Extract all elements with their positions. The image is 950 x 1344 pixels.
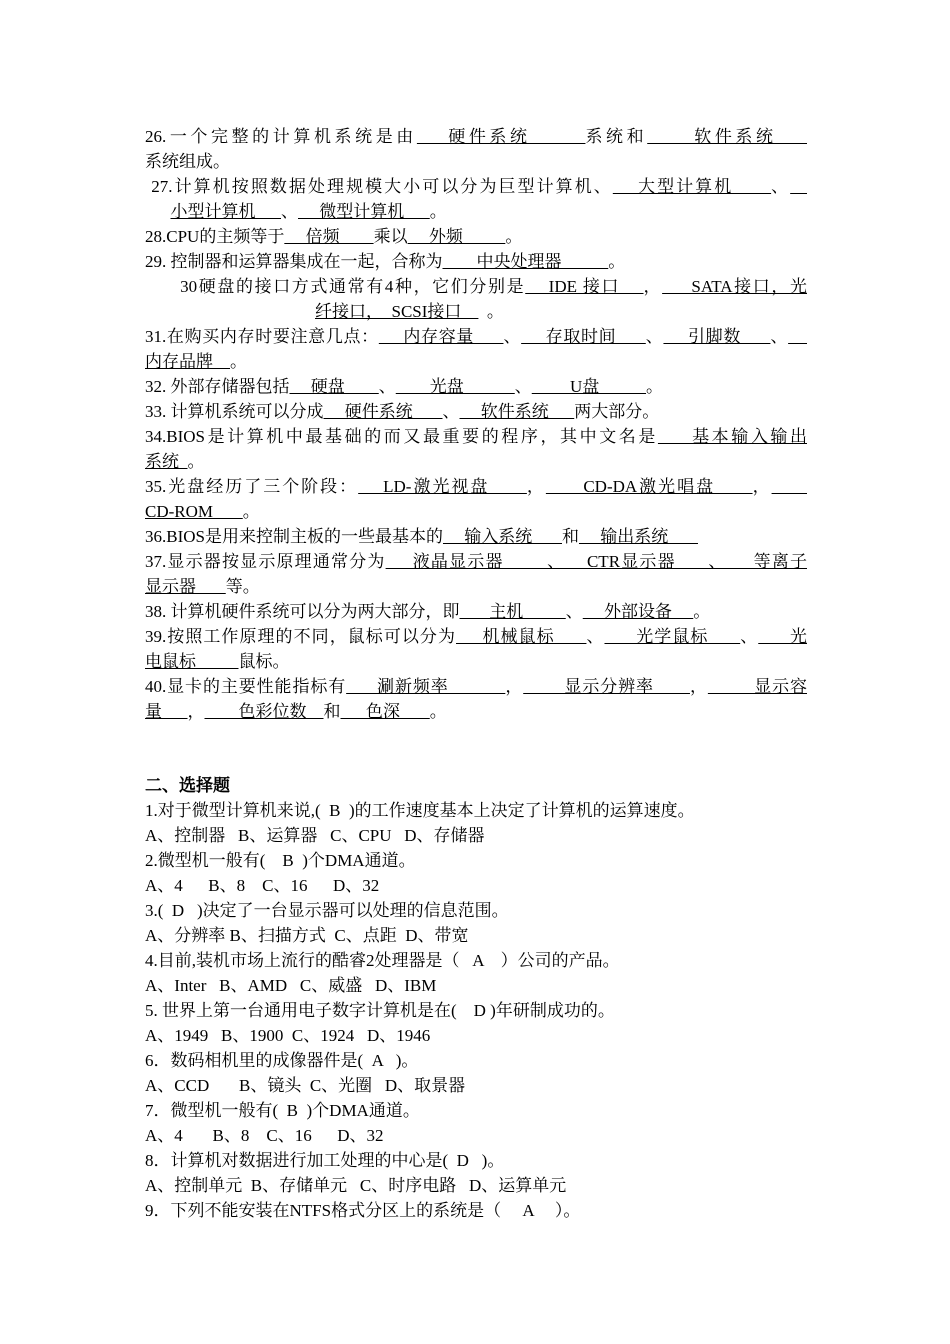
answer-blank: 色彩位数 — [204, 702, 324, 721]
answer-blank: 光盘 — [395, 377, 515, 396]
answer-blank: 输出系统 — [578, 527, 698, 546]
question-line — [145, 599, 807, 624]
question-text: 。 — [230, 352, 247, 371]
question-text: 35.光盘经历了三个阶段： — [145, 477, 359, 496]
answer-blank: SATA接口，光 — [662, 277, 807, 296]
fill-in-section — [145, 124, 807, 724]
answer-blank: 外部设备 — [582, 602, 694, 621]
question-text: ， — [505, 677, 524, 696]
fill-in-question — [145, 674, 807, 724]
choice-options: A、控制器 B、运算器 C、CPU D、存储器 — [145, 826, 485, 845]
question-text: 、 — [645, 327, 664, 346]
question-text: 30硬盘的接口方式通常有4种，它们分别是 — [145, 277, 526, 296]
question-text: ， — [689, 677, 708, 696]
question-line — [145, 199, 807, 224]
question-text: 、 — [586, 627, 605, 646]
fill-in-question — [145, 599, 807, 624]
answer-blank: 内存品牌 — [145, 352, 230, 371]
question-text: 系统和 — [585, 127, 648, 146]
question-text: 37.显示器按显示原理通常分为 — [145, 552, 386, 571]
question-line — [145, 124, 807, 149]
question-text: 。 — [429, 702, 447, 721]
fill-in-question — [145, 399, 807, 424]
question-text: 27.计算机按照数据处理规模大小可以分为巨型计算机、 — [145, 177, 613, 196]
fill-in-question — [145, 424, 807, 474]
choice-options: A、4 B、8 C、16 D、32 — [145, 876, 380, 895]
choice-list — [145, 798, 825, 1223]
choice-options: A、控制单元 B、存储单元 C、时序电路 D、运算单元 — [145, 1176, 567, 1195]
answer-blank: 显示容 — [707, 677, 807, 696]
question-text: 两大部分。 — [574, 402, 660, 421]
answer-blank: 硬件系统 — [323, 402, 443, 421]
answer-blank: 小型计算机 — [170, 202, 281, 221]
answer-blank — [772, 477, 807, 496]
answer-blank: 显示器 — [145, 577, 226, 596]
choice-options: A、分辨率 B、扫描方式 C、点距 D、带宽 — [145, 926, 469, 945]
choice-options: A、1949 B、1900 C、1924 D、1946 — [145, 1026, 431, 1045]
question-text: 28.CPU的主频等于 — [145, 227, 285, 246]
question-line — [145, 624, 807, 649]
question-text: 和 — [561, 527, 579, 546]
answer-blank: 软件系统 — [459, 402, 575, 421]
section-heading: 二、选择题 — [145, 776, 230, 795]
fill-in-question — [145, 224, 807, 249]
question-text: 、 — [503, 327, 522, 346]
answer-blank: 大型计算机 — [612, 177, 772, 196]
question-line — [145, 399, 807, 424]
question-line — [145, 249, 807, 274]
answer-blank: 色深 — [340, 702, 430, 721]
question-text: ， — [526, 477, 546, 496]
question-text: 36.BIOS是用来控制主板的一些最基本的 — [145, 527, 443, 546]
choice-question: 7．微型机一般有( B )个DMA通道。 — [145, 1101, 420, 1120]
choice-options: A、4 B、8 C、16 D、32 — [145, 1126, 384, 1145]
fill-in-question — [145, 524, 807, 549]
question-text: 、 — [740, 627, 759, 646]
question-line — [145, 424, 807, 449]
answer-blank: 输入系统 — [442, 527, 562, 546]
choice-question: 2.微型机一般有( B )个DMA通道。 — [145, 851, 416, 870]
question-text: 。 — [505, 227, 523, 246]
fill-in-question — [145, 474, 807, 524]
fill-in-question — [145, 624, 807, 674]
fill-in-question — [145, 374, 807, 399]
question-text: 、 — [281, 202, 298, 221]
choice-question: 5. 世界上第一台通用电子数字计算机是在( D )年研制成功的。 — [145, 1001, 615, 1020]
question-line — [145, 374, 807, 399]
question-text: 33. 计算机系统可以分成 — [145, 402, 324, 421]
answer-blank: 倍频 — [284, 227, 374, 246]
answer-blank: 涮新频率 — [346, 677, 506, 696]
question-line — [145, 324, 807, 349]
fill-in-question — [145, 249, 807, 274]
answer-blank: 主机 — [459, 602, 566, 621]
answer-blank: 中央处理器 — [442, 252, 609, 271]
answer-blank — [788, 327, 807, 346]
question-line — [145, 474, 807, 499]
answer-blank: 基本输入输出 — [657, 427, 807, 446]
answer-blank: CD-DA激光唱盘 — [545, 477, 753, 496]
answer-blank: LD-激光视盘 — [358, 477, 527, 496]
answer-blank: 微型计算机 — [298, 202, 430, 221]
choice-question: 3.( D )决定了一台显示器可以处理的信息范围。 — [145, 901, 509, 920]
answer-blank: 软件系统 — [647, 127, 807, 146]
question-text: ， — [187, 702, 205, 721]
question-text: 、 — [565, 602, 583, 621]
question-text: ， — [752, 477, 772, 496]
answer-blank: U盘 — [531, 377, 647, 396]
question-line — [145, 574, 807, 599]
question-line — [145, 524, 807, 549]
question-text: 39.按照工作原理的不同，鼠标可以分为 — [145, 627, 457, 646]
question-text: 系统组成。 — [145, 152, 230, 171]
fill-in-question — [145, 124, 807, 174]
question-line — [145, 274, 807, 299]
question-text: 。 — [187, 452, 205, 471]
question-text: ， — [643, 277, 663, 296]
question-text: 、 — [442, 402, 460, 421]
question-text: 、 — [378, 377, 396, 396]
question-text: 。 — [478, 302, 504, 321]
question-text: 、 — [514, 377, 532, 396]
answer-blank: 引脚数 — [663, 327, 771, 346]
answer-blank: 电鼠标 — [145, 652, 239, 671]
question-line — [145, 299, 807, 324]
question-text: 乘以 — [373, 227, 408, 246]
question-line — [145, 224, 807, 249]
answer-blank: 量 — [145, 702, 188, 721]
choice-question: 1.对于微型计算机来说,( B )的工作速度基本上决定了计算机的运算速度。 — [145, 801, 695, 820]
question-text: 40.显卡的主要性能指标有 — [145, 677, 347, 696]
answer-blank: 机械鼠标 — [456, 627, 587, 646]
question-text: 鼠标。 — [238, 652, 290, 671]
question-text: 。 — [693, 602, 711, 621]
choice-options: A、CCD B、镜头 C、光圈 D、取景器 — [145, 1076, 466, 1095]
fill-in-question — [145, 174, 807, 224]
question-text: 38. 计算机硬件系统可以分为两大部分，即 — [145, 602, 460, 621]
question-text: 。 — [429, 202, 447, 221]
answer-blank: 纤接口， SCSI接口 — [315, 302, 479, 321]
choice-options: A、Inter B、AMD C、威盛 D、IBM — [145, 976, 437, 995]
question-text — [145, 202, 171, 221]
question-text: 。 — [242, 502, 260, 521]
question-text: 。 — [608, 252, 626, 271]
fill-in-question — [145, 549, 807, 599]
answer-blank: CD-ROM — [145, 502, 243, 521]
question-text: 34.BIOS是计算机中最基础的而又最重要的程序，其中文名是 — [145, 427, 658, 446]
question-line — [145, 449, 807, 474]
fill-in-question — [145, 274, 807, 324]
answer-blank: IDE 接口 — [525, 277, 644, 296]
choice-question: 6．数码相机里的成像器件是( A )。 — [145, 1051, 419, 1070]
answer-blank: 显示分辨率 — [523, 677, 690, 696]
answer-blank: 硬盘 — [289, 377, 379, 396]
question-text: 、 — [771, 177, 791, 196]
answer-blank — [790, 177, 807, 196]
question-text: 32. 外部存储器包括 — [145, 377, 290, 396]
question-line — [145, 674, 807, 699]
question-text — [145, 302, 315, 321]
question-line — [145, 549, 807, 574]
answer-blank: 液晶显示器 、 CTR显示器 、 等离子 — [385, 552, 807, 571]
choice-question: 4.目前,装机市场上流行的酷睿2处理器是（ A ）公司的产品。 — [145, 951, 620, 970]
choice-section — [145, 773, 825, 1223]
question-line — [145, 499, 807, 524]
choice-question: 9．下列不能安装在NTFS格式分区上的系统是（ A ）。 — [145, 1201, 581, 1220]
fill-in-question — [145, 324, 807, 374]
answer-blank: 内存容量 — [378, 327, 504, 346]
question-text: 和 — [323, 702, 341, 721]
question-line — [145, 649, 807, 674]
question-text: 等。 — [225, 577, 260, 596]
answer-blank: 系统 — [145, 452, 188, 471]
answer-blank: 存取时间 — [521, 327, 646, 346]
question-line — [145, 349, 807, 374]
question-line — [145, 174, 807, 199]
question-line — [145, 149, 807, 174]
question-line — [145, 699, 807, 724]
answer-blank: 光 — [758, 627, 807, 646]
choice-question: 8．计算机对数据进行加工处理的中心是( D )。 — [145, 1151, 505, 1170]
question-text: 29. 控制器和运算器集成在一起，合称为 — [145, 252, 443, 271]
question-text: 31.在购买内存时要注意几点： — [145, 327, 379, 346]
answer-blank: 外频 — [407, 227, 506, 246]
question-text: 26.一个完整的计算机系统是由 — [145, 127, 417, 146]
question-text: 、 — [770, 327, 789, 346]
answer-blank: 光学鼠标 — [604, 627, 741, 646]
question-text: 。 — [646, 377, 664, 396]
answer-blank: 硬件系统 — [416, 127, 586, 146]
